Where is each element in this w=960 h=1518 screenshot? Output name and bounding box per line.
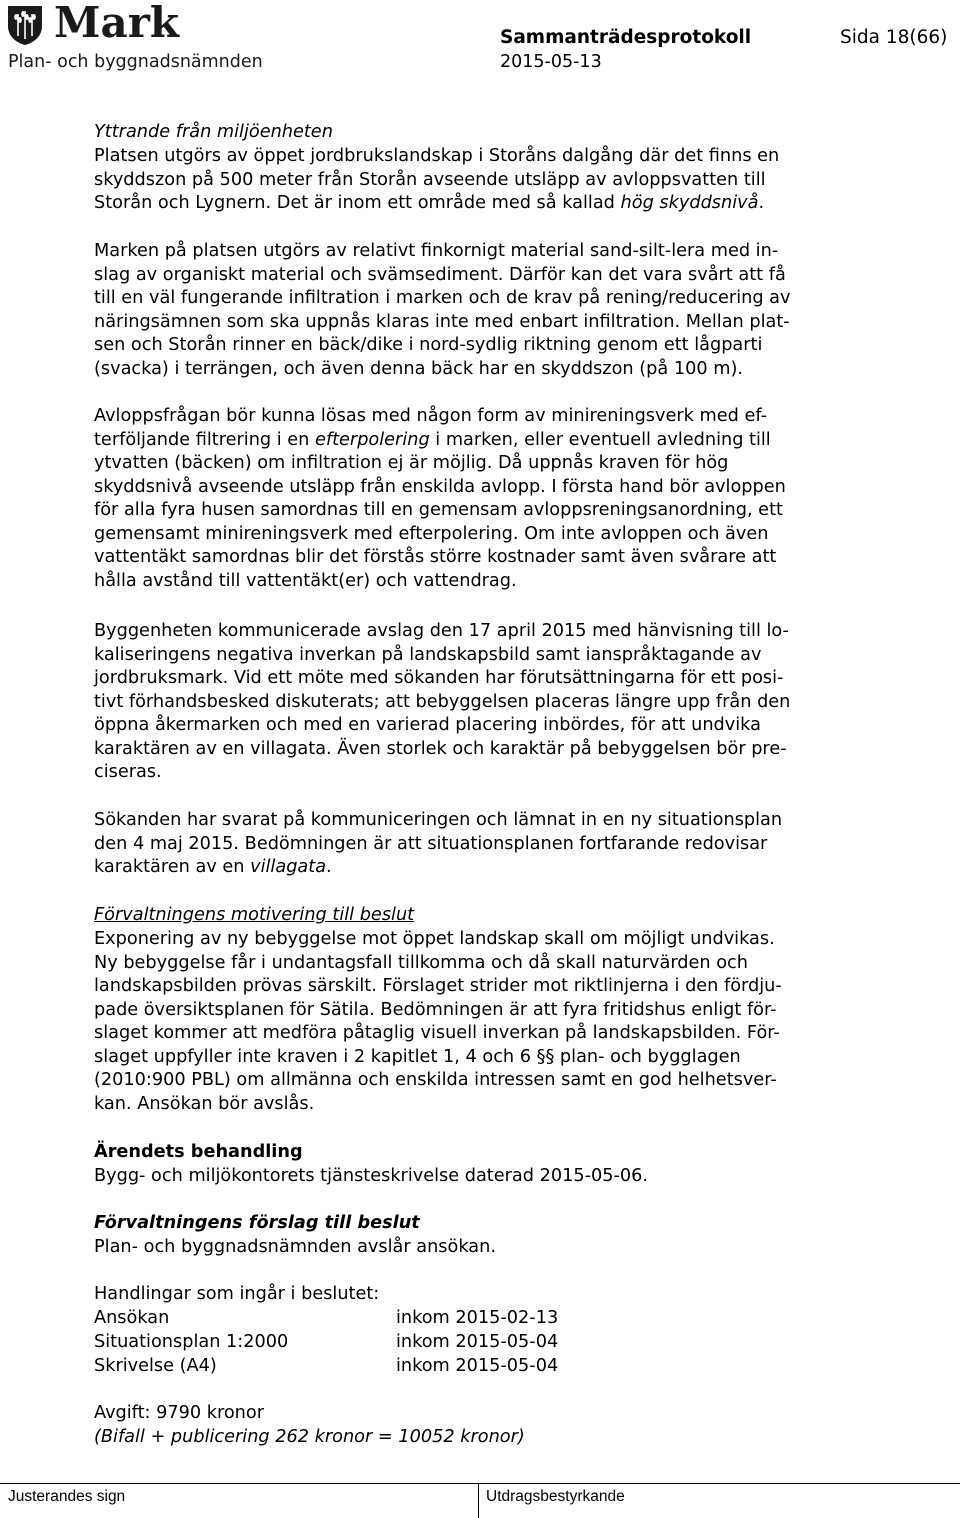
- section-heading-motivation: Förvaltningens motivering till beslut: [94, 905, 415, 925]
- attachment-row: [94, 1355, 559, 1379]
- paragraph-sewage: [94, 405, 884, 593]
- attachment-date: inkom 2015-05-04: [396, 1356, 559, 1376]
- paragraph-applicant-end: .: [326, 857, 332, 877]
- paragraph-environment-text: Platsen utgörs av öppet jordbrukslandskap i Storåns dalgång där det finns en skyddszon på 500 meter från Storån avseende utsläpp av avloppsvatten till Storån och Lygnern. Det är inom ett område med så kallad: [94, 146, 780, 213]
- paragraph-soil: Marken på platsen utgörs av relativt finkornigt material sand-silt-lera med in- slag av organiskt material och svämsediment. Därför kan det vara svårt att få till en väl fungerande infiltration i marken och de krav på rening/reducering av näringsämnen som ska uppnås klaras inte med enbart infiltration. Mellan plat- sen och Storån rinner en bäck/dike i nord-sydlig riktning genom ett lågparti (svacka) i terrängen, och även denna bäck har en skyddszon (på 100 m).: [94, 241, 791, 379]
- paragraph-sewage-text-b: i marken, eller eventuell avledning till ytvatten (bäcken) om infiltration ej är möjlig. Då uppnås kraven för hög skyddsnivå avseende utsläpp från enskilda avlopp. I första hand bör avloppen för alla fyra husen samordnas till en gemensam avloppsreningsanordning, ett gemensamt minireningsverk med efterpolering. Om inte avloppen och även vattentäkt samordnas blir det förstås större kostnader samt även svårare att hålla avstånd till vattentäkt(er) och vattendrag.: [94, 429, 786, 591]
- paragraph-applicant-emphasis: villagata: [250, 857, 327, 877]
- paragraph-environment-end: .: [758, 193, 765, 213]
- attachment-name: Ansökan: [94, 1308, 170, 1328]
- fee-note: (Bifall + publicering 262 kronor = 10052 kronor): [94, 1427, 525, 1447]
- section-heading-environment: Yttrande från miljöenheten: [94, 122, 333, 142]
- fee: Avgift: 9790 kronor: [94, 1403, 264, 1423]
- paragraph-handling: Bygg- och miljökontorets tjänsteskrivelse daterad 2015-05-06.: [94, 1166, 648, 1186]
- attachment-row: [94, 1307, 559, 1331]
- footer-divider-line: [0, 1483, 960, 1484]
- document-type: Sammanträdesprotokoll: [500, 27, 752, 48]
- page-number: Sida 18(66): [840, 27, 948, 48]
- paragraph-proposal: Plan- och byggnadsnämnden avslår ansökan.: [94, 1237, 496, 1257]
- paragraph-applicant-text: Sökanden har svarat på kommuniceringen och lämnat in en ny situationsplan den 4 maj 2015. Bedömningen är att situationsplanen fortfarande redovisar karaktären av en: [94, 810, 783, 877]
- paragraph-applicant: [94, 809, 884, 880]
- committee-name: Plan- och byggnadsnämnden: [8, 52, 263, 72]
- paragraph-building-unit: Byggenheten kommunicerade avslag den 17 april 2015 med hänvisning till lo- kaliseringens negativa inverkan på landskapsbild samt ianspråktagande av jordbruksmark. Vid ett möte med sökanden har förutsättningarna för ett posi- tivt förhandsbesked diskuterats; att bebyggelsen placeras längre upp från den öppna åkermarken och med en varierad placering inbördes, för att undvika karaktären av en villagata. Även storlek och karaktär på bebyggelsen bör pre- ciseras.: [94, 621, 791, 782]
- attachment-row: [94, 1331, 559, 1355]
- attachment-name: Situationsplan 1:2000: [94, 1332, 289, 1352]
- extract-certification-label: Utdragsbestyrkande: [486, 1488, 625, 1505]
- paragraph-motivation: Exponering av ny bebyggelse mot öppet landskap skall om möjligt undvikas. Ny bebyggelse får i undantagsfall tillkomma och då skall naturvärden och landskapsbilden prövas särskilt. Förslaget strider mot riktlinjerna i den fördju- pade översiktsplanen för Sätila. Bedömningen är att fyra fritidshus enligt för- slaget kommer att medföra påtaglig visuell inverkan på landskapsbilden. För- slaget uppfyller inte kraven i 2 kapitlet 1, 4 och 6 §§ plan- och bygglagen (2010:900 PBL) om allmänna och enskilda intressen samt en god helhetsver- kan. Ansökan bör avslås.: [94, 929, 782, 1114]
- signature-label: Justerandes sign: [8, 1488, 126, 1505]
- attachment-name: Skrivelse (A4): [94, 1356, 217, 1376]
- attachments-heading: Handlingar som ingår i beslutet:: [94, 1284, 380, 1304]
- paragraph-environment-emphasis: hög skyddsnivå: [620, 193, 759, 213]
- paragraph-environment: [94, 145, 884, 216]
- section-heading-proposal: Förvaltningens förslag till beslut: [94, 1213, 420, 1233]
- footer-column-divider: [478, 1483, 479, 1518]
- paragraph-sewage-emphasis: efterpolering: [315, 429, 430, 450]
- attachment-date: inkom 2015-05-04: [396, 1332, 559, 1352]
- paragraph-sewage-text-a: Avloppsfrågan bör kunna lösas med någon form av minireningsverk med ef- terföljande filtrering i en: [94, 406, 767, 450]
- municipality-crest-icon: [6, 4, 44, 46]
- attachment-date: inkom 2015-02-13: [396, 1308, 559, 1328]
- section-heading-handling: Ärendets behandling: [94, 1142, 303, 1162]
- brand-name: Mark: [54, 0, 179, 47]
- meeting-date: 2015-05-13: [500, 52, 602, 72]
